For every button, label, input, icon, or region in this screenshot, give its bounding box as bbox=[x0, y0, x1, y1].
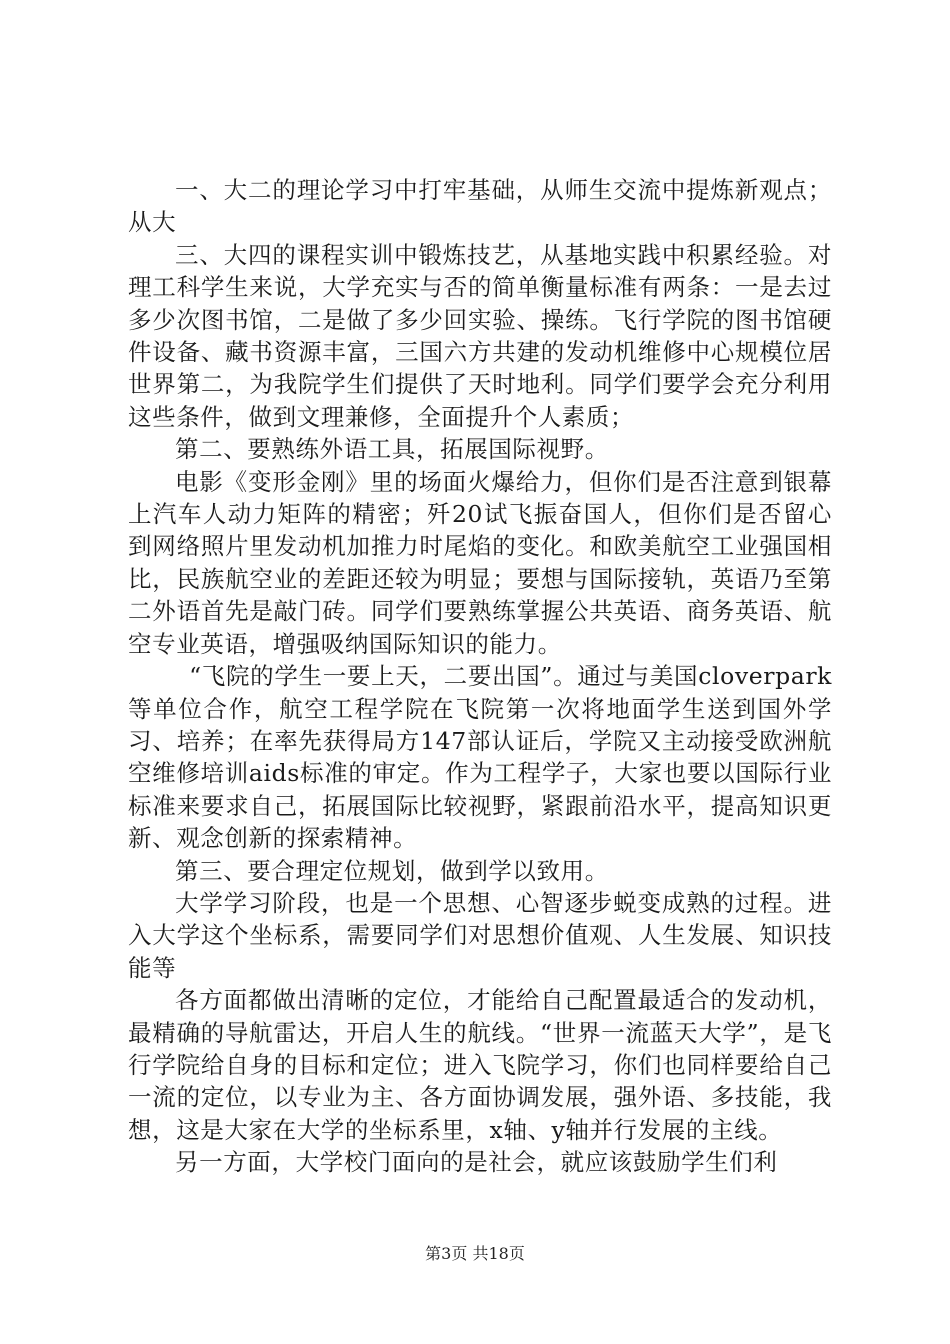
paragraph-5: 大学学习阶段，也是一个思想、心智逐步蜕变成熟的过程。进入大学这个坐标系，需要同学们对思想价值观、人生发展、知识技能等 bbox=[128, 888, 832, 982]
document-body bbox=[128, 174, 832, 1179]
section-heading-2: 第二、要熟练外语工具，拓展国际视野。 bbox=[175, 435, 609, 464]
paragraph-4: “飞院的学生一要上天，二要出国”。通过与美国cloverpark等单位合作，航空工程学院在飞院第一次将地面学生送到国外学习、培养；在率先获得局方147部认证后，学院又主动接受欧洲航空维修培训aids标准的审定。作为工程学子，大家也要以国际行业标准来要求自己，拓展国际比较视野，紧跟前沿水平，提高知识更新、观念创新的探索精神。 bbox=[128, 662, 832, 853]
page-total: 共18页 bbox=[472, 1244, 525, 1263]
paragraph-7: 另一方面，大学校门面向的是社会，就应该鼓励学生们利 bbox=[175, 1148, 778, 1177]
section-heading-3: 第三、要合理定位规划，做到学以致用。 bbox=[175, 856, 609, 885]
paragraph-1: 一、大二的理论学习中打牢基础，从师生交流中提炼新观点；从大 bbox=[128, 176, 832, 237]
paragraph-6: 各方面都做出清晰的定位，才能给自己配置最适合的发动机，最精确的导航雷达，开启人生的航线。“世界一流蓝天大学”，是飞行学院给自身的目标和定位；进入飞院学习，你们也同样要给自己一流的定位，以专业为主、各方面协调发展，强外语、多技能，我想，这是大家在大学的坐标系里，x轴、y轴并行发展的主线。 bbox=[128, 986, 832, 1144]
page-number: 第3页 bbox=[425, 1244, 468, 1263]
paragraph-2: 三、大四的课程实训中锻炼技艺，从基地实践中积累经验。对理工科学生来说，大学充实与否的简单衡量标准有两条：一是去过多少次图书馆，二是做了多少回实验、操练。飞行学院的图书馆硬件设备、藏书资源丰富，三国六方共建的发动机维修中心规模位居世界第二，为我院学生们提供了天时地利。同学们要学会充分利用这些条件，做到文理兼修，全面提升个人素质； bbox=[128, 240, 832, 431]
paragraph-3: 电影《变形金刚》里的场面火爆给力，但你们是否注意到银幕上汽车人动力矩阵的精密；歼20试飞振奋国人，但你们是否留心到网络照片里发动机加推力时尾焰的变化。和欧美航空工业强国相比，民族航空业的差距还较为明显；要想与国际接轨，英语乃至第二外语首先是敲门砖。同学们要熟练掌握公共英语、商务英语、航空专业英语，增强吸纳国际知识的能力。 bbox=[128, 467, 832, 658]
page-footer bbox=[0, 1244, 950, 1264]
